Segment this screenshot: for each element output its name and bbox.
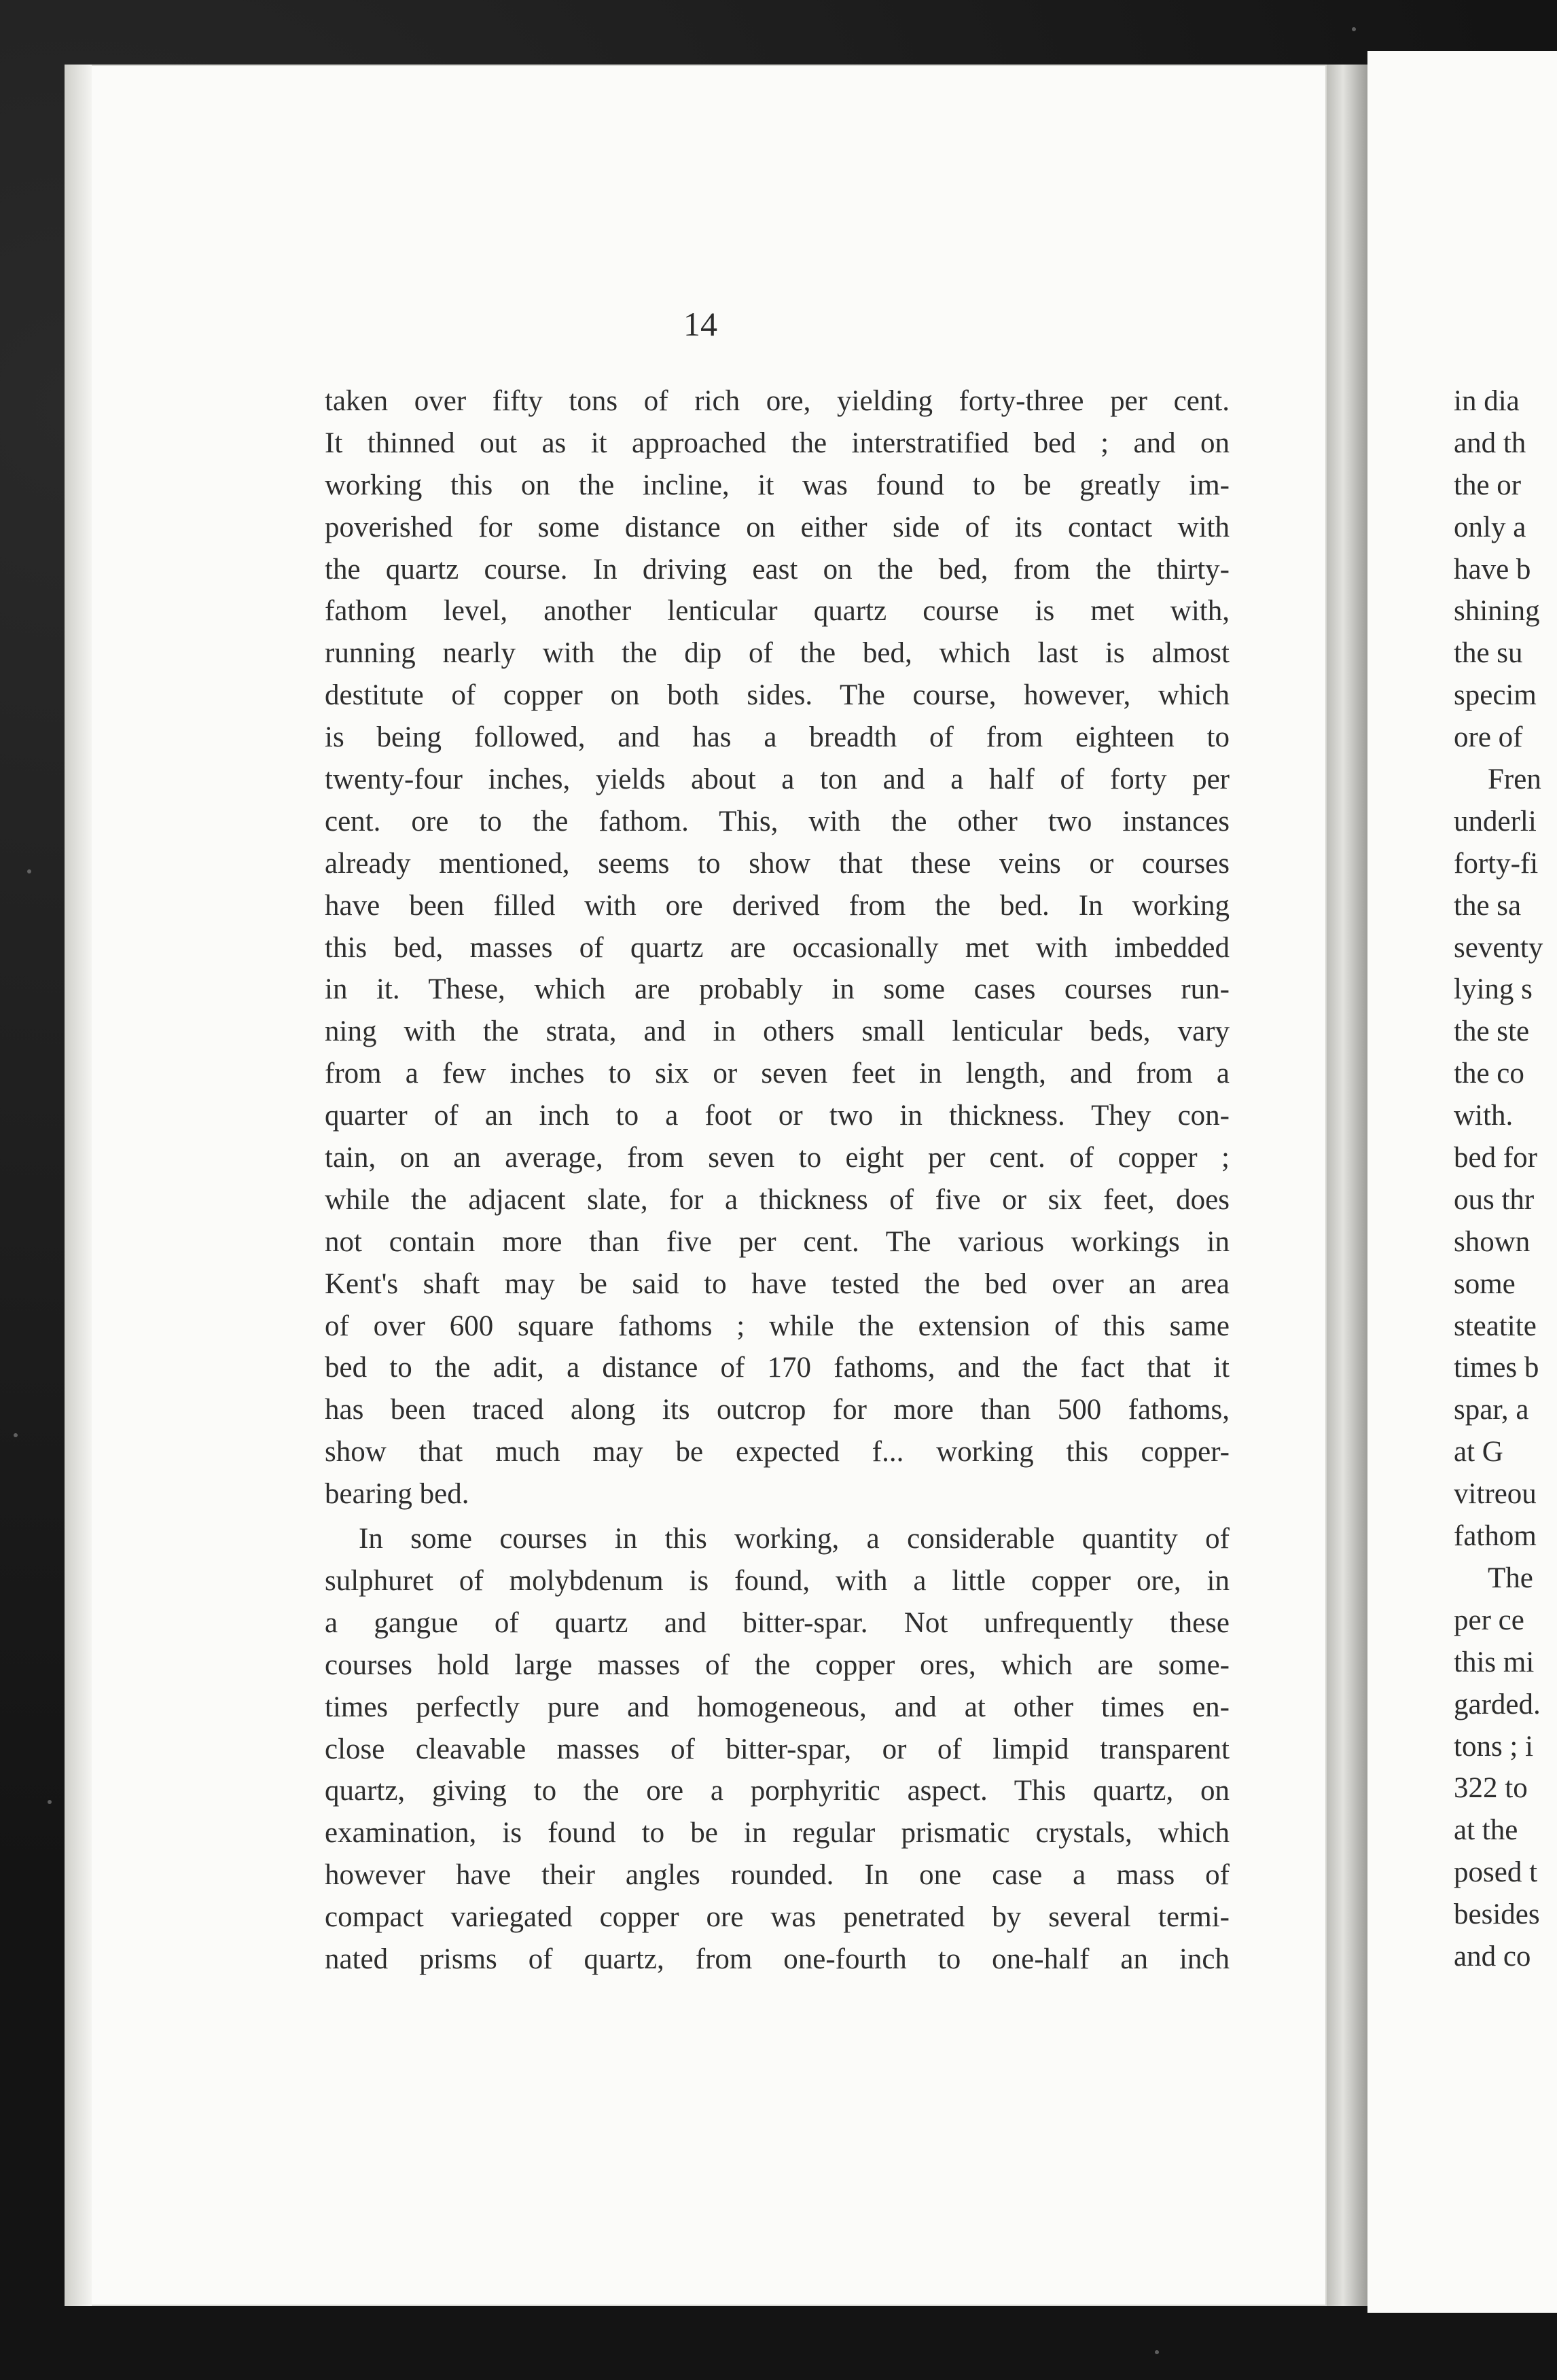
facing-line: per ce bbox=[1454, 1604, 1524, 1636]
text-line: while the adjacent slate, for a thickness of five or six feet, does bbox=[325, 1183, 1230, 1216]
facing-line: bed for bbox=[1454, 1142, 1537, 1174]
text-line: has been traced along its outcrop for more than 500 fathoms, bbox=[325, 1394, 1230, 1426]
text-line: is being followed, and has a breadth of from eighteen to bbox=[325, 721, 1230, 754]
text-line: however have their angles rounded. In one case a mass of bbox=[325, 1859, 1230, 1892]
text-line: from a few inches to six or seven feet in length, and from a bbox=[325, 1058, 1230, 1090]
facing-line: shining bbox=[1454, 595, 1540, 628]
text-line: taken over fifty tons of rich ore, yielding forty-three per cent. bbox=[325, 385, 1230, 417]
facing-line: seventy bbox=[1454, 931, 1543, 964]
facing-line: steatite bbox=[1454, 1310, 1537, 1342]
text-line: nated prisms of quartz, from one-fourth to one-half an inch bbox=[325, 1943, 1230, 1975]
text-line: quarter of an inch to a foot or two in thickness. They con- bbox=[325, 1100, 1230, 1132]
facing-line: forty-fi bbox=[1454, 847, 1539, 880]
text-line: the quartz course. In driving east on the bed, from the thirty- bbox=[325, 553, 1230, 585]
text-line: compact variegated copper ore was penetrated by several termi- bbox=[325, 1901, 1230, 1934]
facing-line: the su bbox=[1454, 637, 1523, 670]
facing-line: ore of bbox=[1454, 721, 1523, 754]
text-line: this bed, masses of quartz are occasionally met with imbedded bbox=[325, 931, 1230, 964]
text-line: twenty-four inches, yields about a ton and a half of forty per bbox=[325, 763, 1230, 796]
facing-line: vitreou bbox=[1454, 1478, 1537, 1511]
dust-speck bbox=[14, 1433, 18, 1437]
facing-line: in dia bbox=[1454, 385, 1520, 417]
text-line: close cleavable masses of bitter-spar, or of limpid transparent bbox=[325, 1733, 1230, 1765]
facing-line: the co bbox=[1454, 1058, 1524, 1090]
text-line: have been filled with ore derived from the bed. In working bbox=[325, 889, 1230, 922]
text-line: cent. ore to the fathom. This, with the other two instances bbox=[325, 805, 1230, 837]
text-line: It thinned out as it approached the interstratified bed ; and on bbox=[325, 427, 1230, 459]
text-line: bed to the adit, a distance of 170 fathoms, and the fact that it bbox=[325, 1352, 1230, 1384]
facing-line: 322 to bbox=[1454, 1772, 1528, 1805]
paragraph-1 bbox=[325, 380, 1230, 1515]
facing-line: garded. bbox=[1454, 1688, 1541, 1720]
text-line: fathom level, another lenticular quartz course is met with, bbox=[325, 595, 1230, 628]
text-line: of over 600 square fathoms ; while the extension of this same bbox=[325, 1310, 1230, 1342]
facing-line: the sa bbox=[1454, 889, 1522, 922]
paragraph-2 bbox=[325, 1518, 1230, 1981]
facing-line: shown bbox=[1454, 1225, 1531, 1258]
text-line: poverished for some distance on either side of its contact with bbox=[325, 511, 1230, 543]
text-line: times perfectly pure and homogeneous, and at other times en- bbox=[325, 1691, 1230, 1723]
dust-speck bbox=[1155, 2350, 1159, 2354]
facing-line: The bbox=[1488, 1562, 1533, 1594]
facing-line: specim bbox=[1454, 679, 1537, 712]
text-line: Kent's shaft may be said to have tested the bed over an area bbox=[325, 1267, 1230, 1300]
facing-line: the or bbox=[1454, 469, 1522, 501]
text-line: show that much may be expected f... working this copper- bbox=[325, 1436, 1230, 1468]
text-line: already mentioned, seems to show that these veins or courses bbox=[325, 847, 1230, 880]
facing-line: the ste bbox=[1454, 1015, 1530, 1048]
dust-speck bbox=[27, 869, 31, 873]
text-line: not contain more than five per cent. The various workings in bbox=[325, 1225, 1230, 1258]
facing-line: and th bbox=[1454, 427, 1526, 459]
text-line: quartz, giving to the ore a porphyritic aspect. This quartz, on bbox=[325, 1775, 1230, 1807]
facing-line: lying s bbox=[1454, 973, 1533, 1006]
facing-line: times b bbox=[1454, 1352, 1539, 1384]
left-page-edge bbox=[65, 65, 92, 2306]
text-line: working this on the incline, it was found to be greatly im- bbox=[325, 469, 1230, 501]
facing-line: Fren bbox=[1488, 763, 1541, 796]
text-line: ning with the strata, and in others small lenticular beds, vary bbox=[325, 1015, 1230, 1048]
facing-line: spar, a bbox=[1454, 1394, 1529, 1426]
facing-line: some bbox=[1454, 1267, 1516, 1300]
text-line: a gangue of quartz and bitter-spar. Not unfrequently these bbox=[325, 1606, 1230, 1639]
facing-line: this mi bbox=[1454, 1646, 1535, 1678]
body-text bbox=[325, 380, 1230, 1981]
facing-line: have b bbox=[1454, 553, 1531, 585]
text-line: tain, on an average, from seven to eight per cent. of copper ; bbox=[325, 1142, 1230, 1174]
page-number-container bbox=[0, 304, 1557, 344]
text-line: running nearly with the dip of the bed, which last is almost bbox=[325, 637, 1230, 670]
dust-speck bbox=[48, 1800, 52, 1804]
facing-line: underli bbox=[1454, 805, 1537, 837]
text-line: sulphuret of molybdenum is found, with a little copper ore, in bbox=[325, 1564, 1230, 1597]
facing-line: besides bbox=[1454, 1898, 1540, 1931]
text-line: courses hold large masses of the copper ores, which are some- bbox=[325, 1648, 1230, 1681]
facing-line: with. bbox=[1454, 1100, 1514, 1132]
facing-line: posed t bbox=[1454, 1856, 1538, 1889]
text-line: in it. These, which are probably in some cases courses run- bbox=[325, 973, 1230, 1006]
facing-line: at G bbox=[1454, 1436, 1503, 1468]
facing-page-text bbox=[1454, 380, 1543, 1978]
facing-line: only a bbox=[1454, 511, 1526, 543]
facing-line: tons ; i bbox=[1454, 1730, 1534, 1763]
facing-line: ous thr bbox=[1454, 1183, 1535, 1216]
text-line: examination, is found to be in regular prismatic crystals, which bbox=[325, 1817, 1230, 1850]
book-gutter bbox=[1327, 65, 1367, 2306]
facing-line: and co bbox=[1454, 1940, 1531, 1972]
facing-line: at the bbox=[1454, 1814, 1518, 1847]
page-number: 14 bbox=[683, 305, 717, 343]
dust-speck bbox=[1352, 27, 1356, 31]
text-line: In some courses in this working, a considerable quantity of bbox=[359, 1523, 1230, 1555]
text-line: bearing bed. bbox=[325, 1478, 469, 1511]
text-line: destitute of copper on both sides. The course, however, which bbox=[325, 679, 1230, 712]
facing-line: fathom bbox=[1454, 1520, 1537, 1553]
